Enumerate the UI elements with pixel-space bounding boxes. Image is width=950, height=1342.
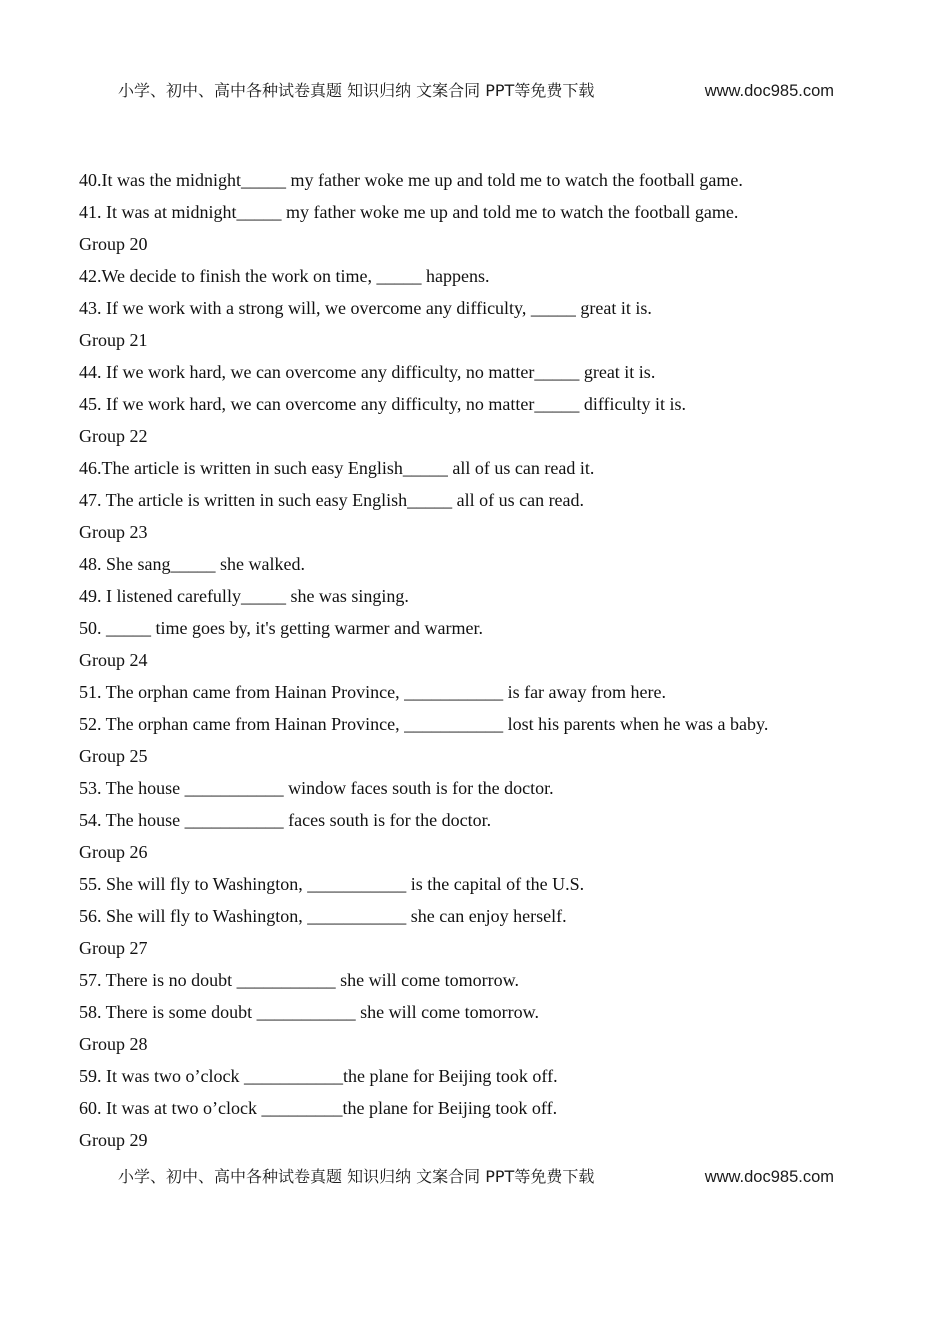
question-line: 41. It was at midnight_____ my father woke me up and told me to watch the football game.	[79, 202, 739, 222]
group-heading: Group 25	[79, 746, 148, 766]
page-header-banner	[118, 77, 838, 105]
question-line: 60. It was at two o’clock _________the plane for Beijing took off.	[79, 1098, 558, 1118]
group-heading: Group 26	[79, 842, 148, 862]
question-line: 53. The house ___________ window faces south is for the doctor.	[79, 778, 554, 798]
question-line: 55. She will fly to Washington, ___________ is the capital of the U.S.	[79, 874, 585, 894]
group-heading: Group 23	[79, 522, 148, 542]
document-body	[79, 164, 879, 1156]
question-line: 40.It was the midnight_____ my father woke me up and told me to watch the football game.	[79, 170, 743, 190]
header-banner-text: 小学、初中、高中各种试卷真题 知识归纳 文案合同 PPT等免费下载	[118, 81, 595, 100]
question-line: 45. If we work hard, we can overcome any difficulty, no matter_____ difficulty it is.	[79, 394, 686, 414]
group-heading: Group 24	[79, 650, 148, 670]
group-heading: Group 29	[79, 1130, 148, 1150]
question-line: 56. She will fly to Washington, ___________ she can enjoy herself.	[79, 906, 567, 926]
question-line: 59. It was two o’clock ___________the plane for Beijing took off.	[79, 1066, 558, 1086]
question-line: 47. The article is written in such easy English_____ all of us can read.	[79, 490, 585, 510]
question-line: 44. If we work hard, we can overcome any difficulty, no matter_____ great it is.	[79, 362, 656, 382]
question-line: 48. She sang_____ she walked.	[79, 554, 305, 574]
group-heading: Group 20	[79, 234, 148, 254]
footer-banner-text: 小学、初中、高中各种试卷真题 知识归纳 文案合同 PPT等免费下载	[118, 1167, 595, 1186]
question-line: 52. The orphan came from Hainan Province, ___________ lost his parents when he was a baby.	[79, 714, 769, 734]
footer-site-link[interactable]: www.doc985.com	[704, 1168, 834, 1186]
question-line: 58. There is some doubt ___________ she will come tomorrow.	[79, 1002, 539, 1022]
group-heading: Group 28	[79, 1034, 148, 1054]
group-heading: Group 21	[79, 330, 148, 350]
question-line: 49. I listened carefully_____ she was singing.	[79, 586, 409, 606]
group-heading: Group 27	[79, 938, 148, 958]
header-site-link[interactable]: www.doc985.com	[704, 82, 834, 100]
question-line: 57. There is no doubt ___________ she will come tomorrow.	[79, 970, 519, 990]
question-line: 51. The orphan came from Hainan Province, ___________ is far away from here.	[79, 682, 666, 702]
question-line: 46.The article is written in such easy English_____ all of us can read it.	[79, 458, 595, 478]
question-line: 54. The house ___________ faces south is for the doctor.	[79, 810, 492, 830]
question-line: 43. If we work with a strong will, we overcome any difficulty, _____ great it is.	[79, 298, 652, 318]
page-footer-banner	[118, 1163, 838, 1191]
group-heading: Group 22	[79, 426, 148, 446]
question-line: 42.We decide to finish the work on time, _____ happens.	[79, 266, 490, 286]
question-line: 50. _____ time goes by, it's getting warmer and warmer.	[79, 618, 483, 638]
